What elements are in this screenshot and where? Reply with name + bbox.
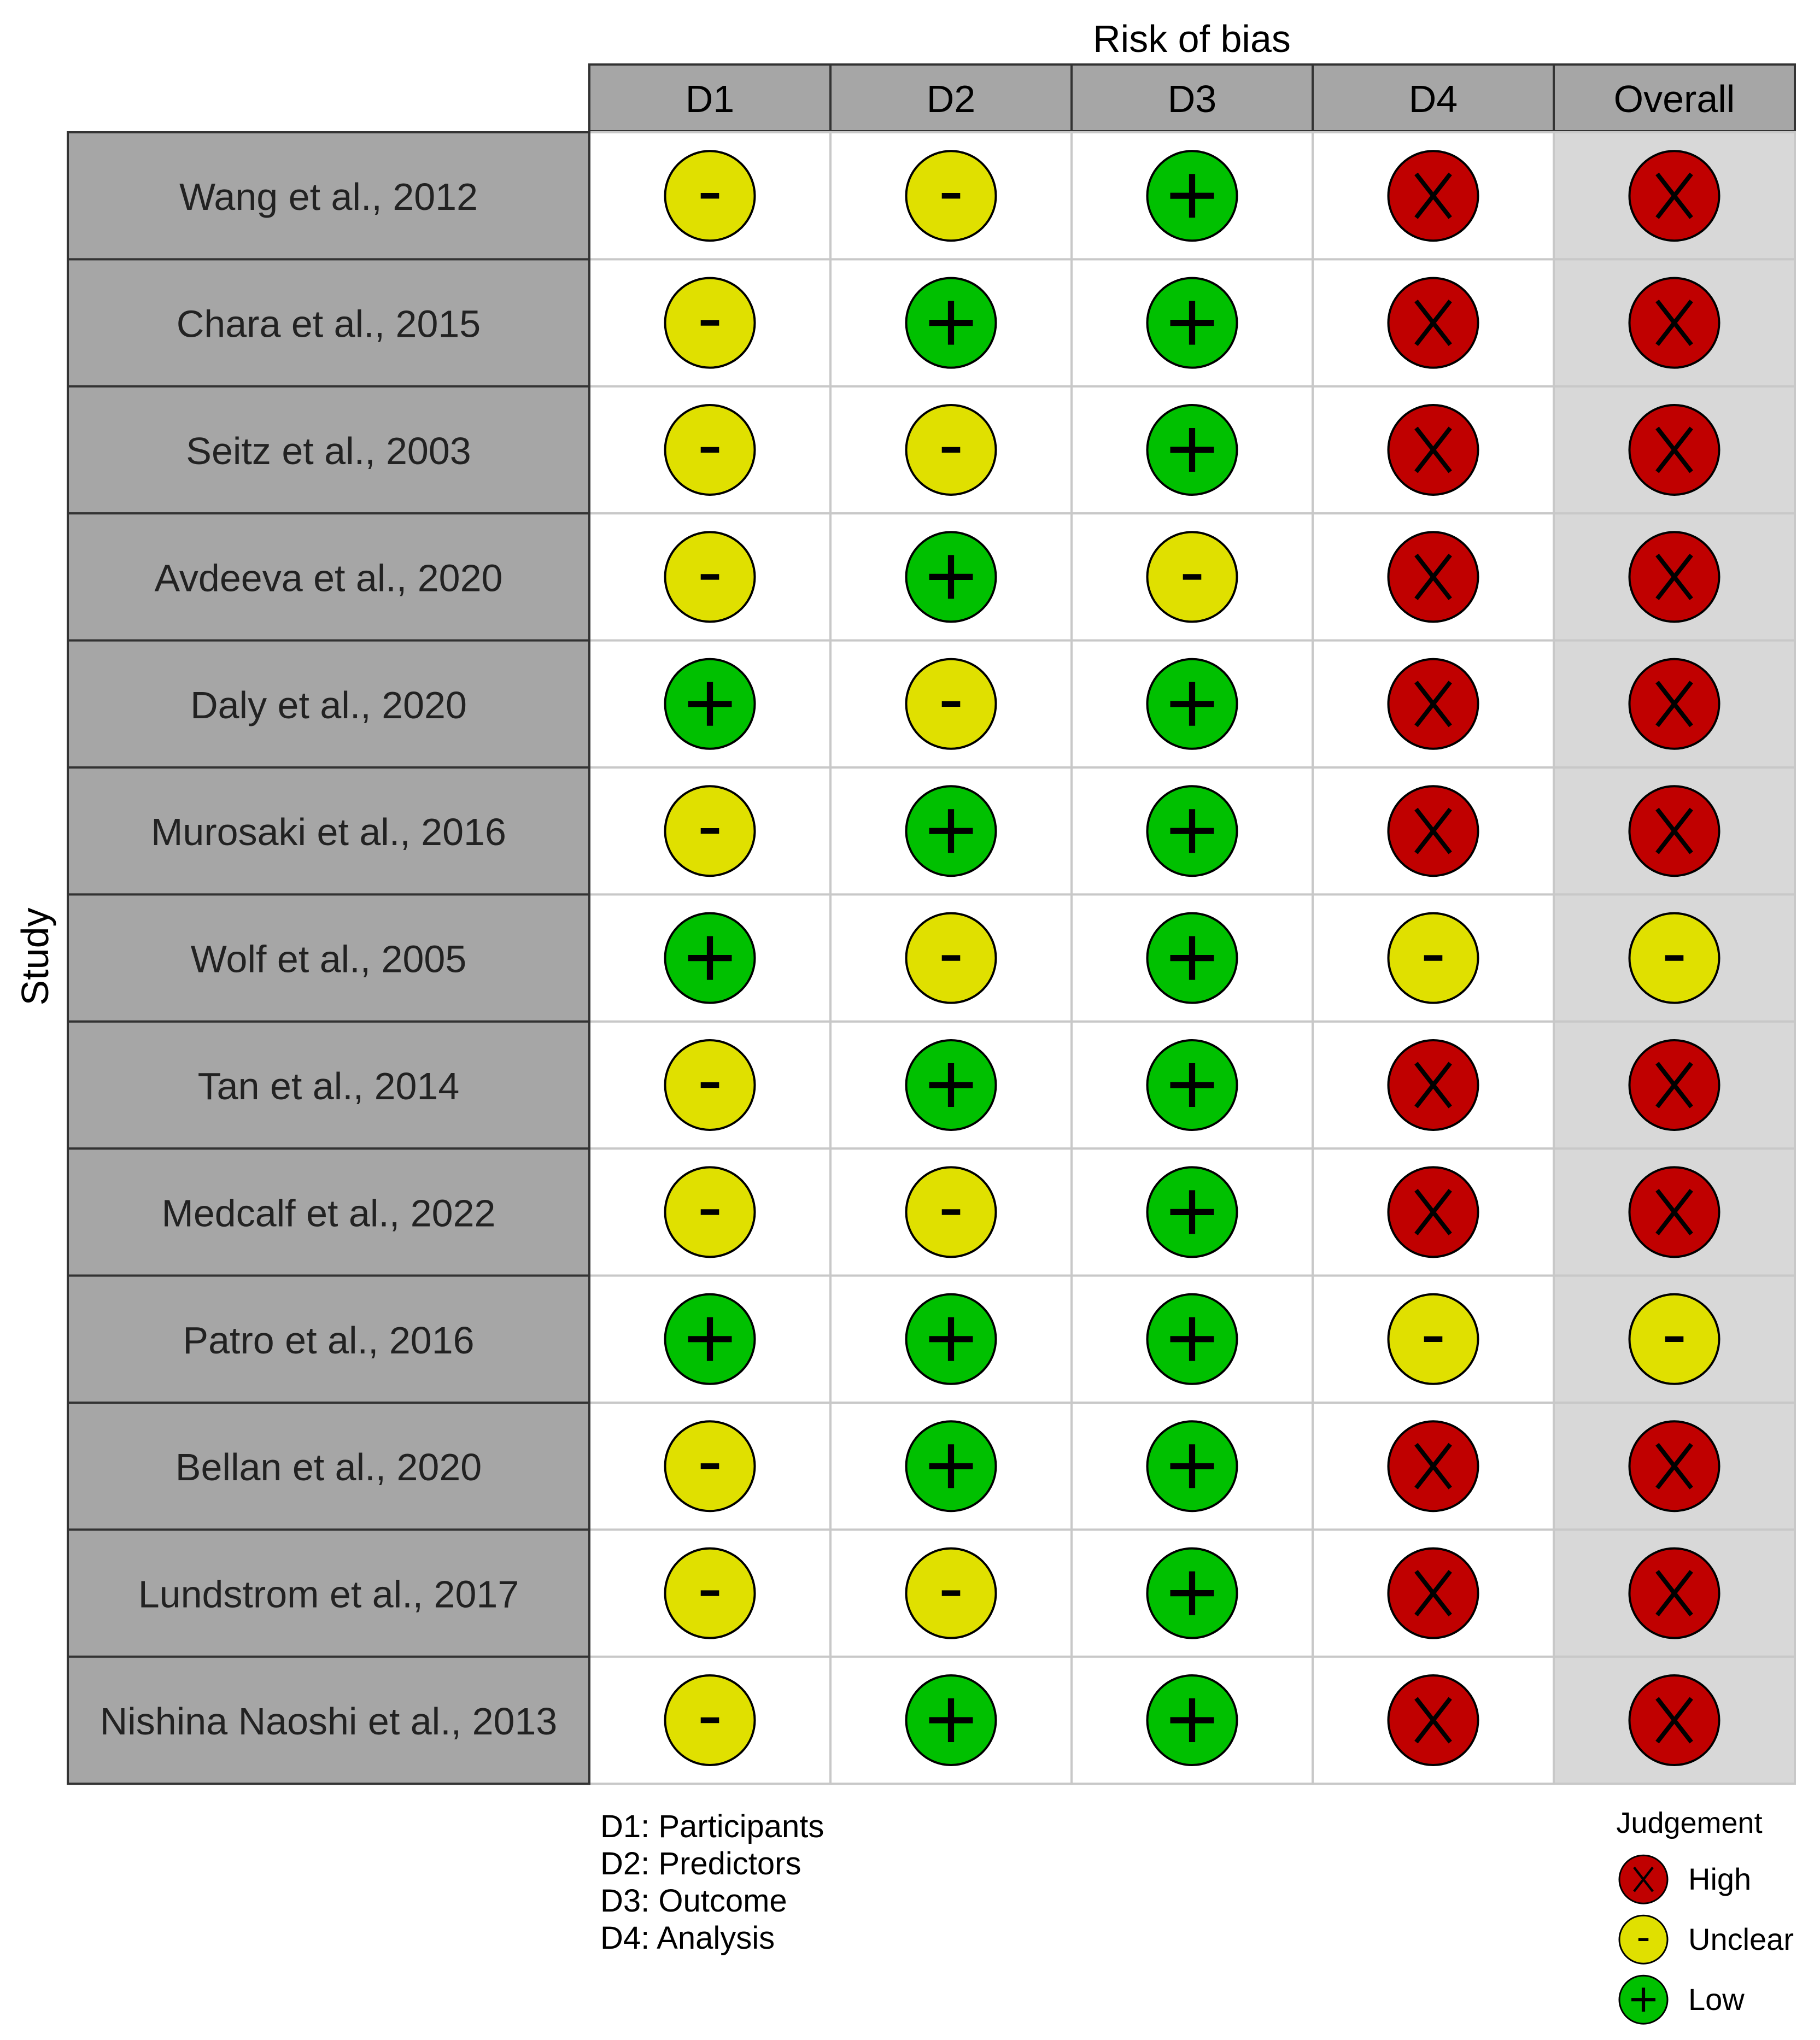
- study-labels: [68, 132, 589, 1784]
- domain-key-entry: D2: Predictors: [600, 1846, 801, 1882]
- legend-label: Unclear: [1688, 1922, 1794, 1957]
- domain-key: [600, 1809, 824, 1956]
- column-header-label: D3: [1167, 78, 1217, 120]
- column-header-label: Overall: [1613, 78, 1735, 120]
- study-label: Wolf et al., 2005: [190, 937, 467, 981]
- column-headers: [589, 65, 1795, 131]
- legend-title: Judgement: [1616, 1807, 1763, 1840]
- study-label: Daly et al., 2020: [190, 683, 467, 726]
- study-label: Wang et al., 2012: [179, 175, 478, 219]
- domain-key-entry: D4: Analysis: [600, 1920, 775, 1956]
- column-header-label: D1: [685, 78, 735, 120]
- study-label: Patro et al., 2016: [183, 1318, 475, 1362]
- legend-label: Low: [1688, 1982, 1745, 2017]
- study-label: Medcalf et al., 2022: [161, 1192, 496, 1235]
- study-label: Avdeeva et al., 2020: [154, 556, 503, 600]
- domain-key-entry: D1: Participants: [600, 1809, 824, 1845]
- study-label: Bellan et al., 2020: [175, 1446, 482, 1489]
- study-label: Lundstrom et al., 2017: [138, 1573, 519, 1616]
- domain-key-entry: D3: Outcome: [600, 1883, 787, 1919]
- chart-title: Risk of bias: [1093, 17, 1291, 60]
- legend-label: High: [1688, 1862, 1752, 1897]
- study-label: Murosaki et al., 2016: [151, 811, 506, 854]
- study-label: Seitz et al., 2003: [186, 430, 471, 472]
- judgement-grid: [589, 132, 1795, 1784]
- study-label: Tan et al., 2014: [197, 1065, 460, 1107]
- study-label: Chara et al., 2015: [176, 302, 481, 345]
- judgement-legend: [1616, 1807, 1794, 2024]
- study-label: Nishina Naoshi et al., 2013: [100, 1700, 558, 1743]
- column-header-label: D4: [1408, 78, 1458, 120]
- column-header-label: D2: [926, 78, 976, 120]
- y-axis-label: Study: [14, 907, 56, 1006]
